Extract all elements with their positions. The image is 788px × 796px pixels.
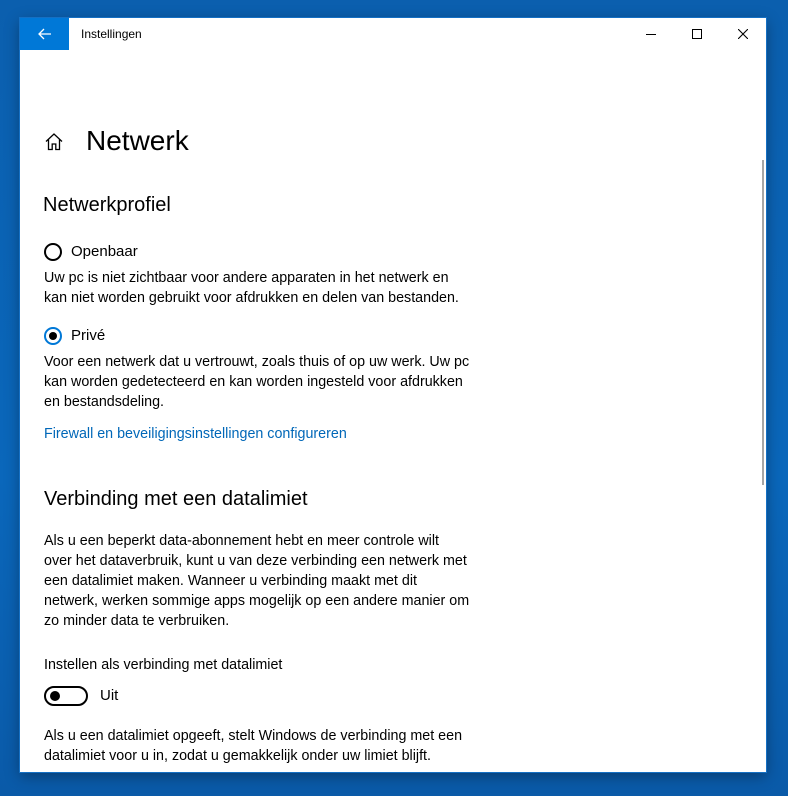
network-profile-heading: Netwerkprofiel — [43, 194, 171, 216]
metered-description-line: over het dataverbruik, kunt u van deze verbinding een netwerk met — [44, 553, 467, 569]
metered-toggle-row[interactable] — [44, 686, 118, 706]
scrollbar[interactable] — [762, 160, 764, 485]
public-description-line: kan niet worden gebruikt voor afdrukken en delen van bestanden. — [44, 290, 459, 306]
home-icon — [44, 132, 64, 152]
private-description-line: Voor een netwerk dat u vertrouwt, zoals thuis of op uw werk. Uw pc — [44, 354, 470, 370]
metered-description-line: een datalimiet maken. Wanneer u verbinding maakt met dit — [44, 573, 417, 589]
public-description-line: Uw pc is niet zichtbaar voor andere apparaten in het netwerk en — [44, 270, 449, 286]
metered-description-line: netwerk, werken sommige apps mogelijk op een andere manier om — [44, 593, 470, 609]
metered-footer — [44, 726, 514, 766]
radio-private-label: Privé — [71, 327, 106, 344]
metered-footer-line: Als u een datalimiet opgeeft, stelt Windows de verbinding met een — [44, 728, 463, 744]
title-bar — [20, 18, 766, 50]
firewall-settings-link[interactable]: Firewall en beveiligingsinstellingen configureren — [44, 426, 347, 442]
radio-public[interactable] — [44, 243, 138, 261]
radio-private[interactable] — [44, 327, 105, 345]
metered-heading: Verbinding met een datalimiet — [44, 488, 308, 510]
home-button[interactable] — [44, 132, 66, 154]
metered-toggle-label: Instellen als verbinding met datalimiet — [44, 657, 283, 673]
public-description — [44, 268, 504, 308]
settings-window — [20, 18, 766, 772]
maximize-icon — [692, 29, 702, 39]
close-icon — [738, 29, 748, 39]
minimize-icon — [646, 29, 656, 39]
private-description — [44, 352, 504, 412]
maximize-button[interactable] — [674, 18, 720, 50]
metered-description-line: zo minder data te verbruiken. — [44, 613, 230, 629]
metered-toggle-state: Uit — [100, 687, 119, 704]
private-description-line: kan worden gedetecteerd en kan worden ingesteld voor afdrukken — [44, 374, 463, 390]
close-button[interactable] — [720, 18, 766, 50]
metered-toggle-switch[interactable] — [44, 686, 88, 706]
page-title: Netwerk — [86, 125, 189, 156]
radio-public-label: Openbaar — [71, 243, 138, 260]
metered-description-line: Als u een beperkt data-abonnement hebt en meer controle wilt — [44, 533, 439, 549]
metered-footer-line: datalimiet voor u in, zodat u gemakkelijk onder uw limiet blijft. — [44, 748, 431, 764]
arrow-left-icon — [38, 28, 52, 40]
minimize-button[interactable] — [628, 18, 674, 50]
back-button[interactable] — [20, 18, 69, 50]
radio-public-circle[interactable] — [44, 243, 62, 261]
private-description-line: en bestandsdeling. — [44, 394, 165, 410]
metered-description — [44, 531, 514, 631]
app-title: Instellingen — [81, 27, 142, 41]
radio-private-circle[interactable] — [44, 327, 62, 345]
